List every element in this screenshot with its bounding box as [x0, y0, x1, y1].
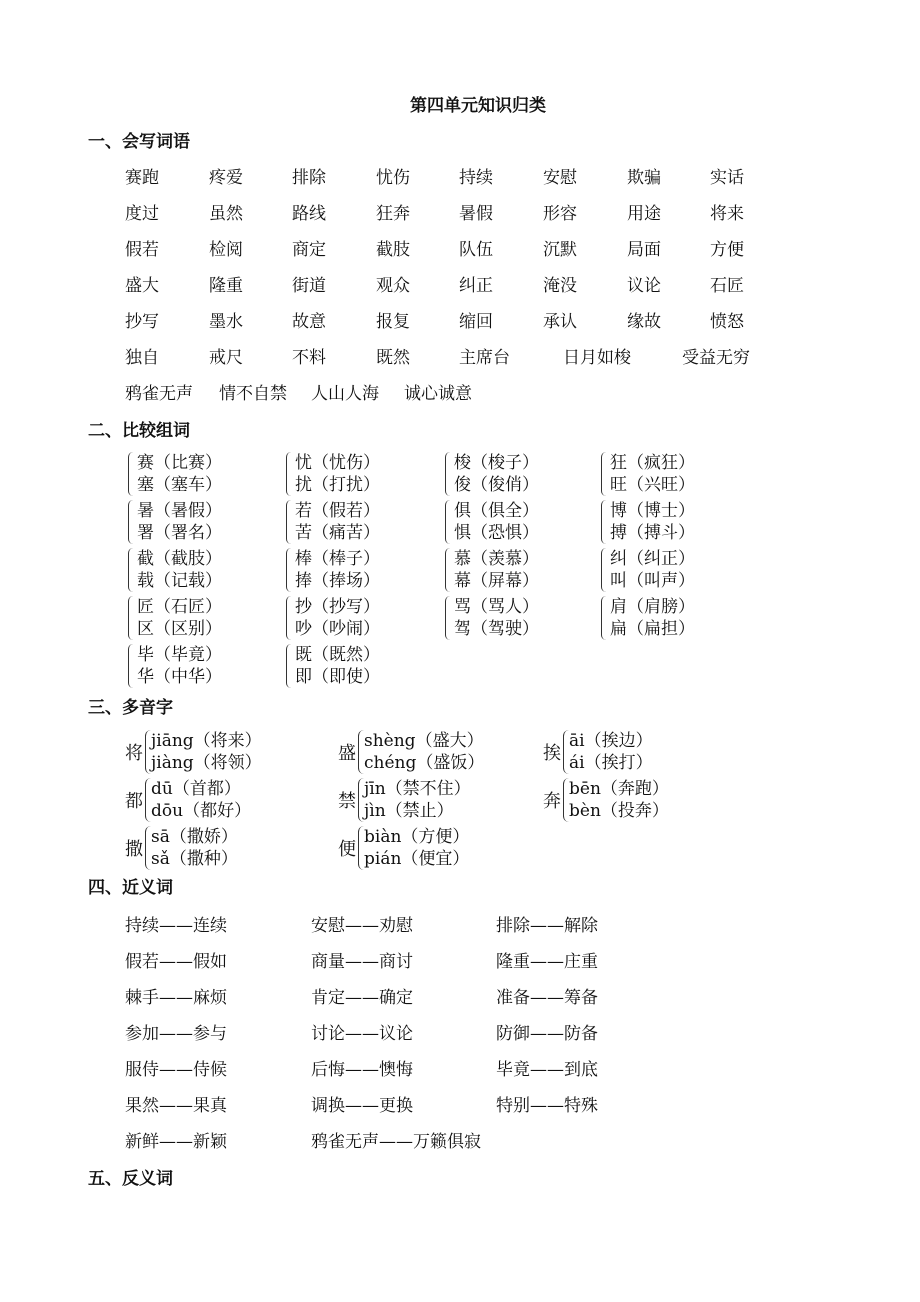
compare-item: 俊（俊俏） [454, 475, 539, 495]
polyphone-char: 都 [125, 791, 143, 812]
compare-item: 纠（纠正） [610, 549, 695, 569]
synonym-pair: 服侍——侍候 [125, 1060, 227, 1080]
vocab-word: 方便 [710, 240, 744, 260]
vocab-word: 检阅 [209, 240, 243, 260]
compare-item: 棒（棒子） [295, 549, 380, 569]
vocab-word: 缩回 [459, 312, 493, 332]
synonym-pair: 果然——果真 [125, 1096, 227, 1116]
compare-item: 驾（驾驶） [454, 619, 539, 639]
vocab-word: 局面 [627, 240, 661, 260]
vocab-word: 人山人海 [311, 384, 379, 404]
polyphone-reading: āi（挨边） [569, 731, 653, 751]
page-title: 第四单元知识归类 [410, 96, 546, 116]
vocab-word: 受益无穷 [682, 348, 750, 368]
compare-item: 惧（恐惧） [454, 523, 539, 543]
vocab-word: 主席台 [459, 348, 510, 368]
synonym-pair: 肯定——确定 [311, 988, 413, 1008]
compare-pair [128, 548, 222, 592]
compare-item: 既（既然） [295, 645, 380, 665]
compare-pair [286, 596, 380, 640]
compare-item: 若（假若） [295, 501, 380, 521]
vocab-word: 淹没 [543, 276, 577, 296]
polyphone-reading: biàn（方便） [364, 827, 470, 847]
polyphone-char: 便 [338, 839, 356, 860]
synonym-pair: 鸦雀无声——万籁俱寂 [311, 1132, 481, 1152]
vocab-word: 度过 [125, 204, 159, 224]
vocab-word: 假若 [125, 240, 159, 260]
polyphone-reading: jīn（禁不住） [364, 779, 471, 799]
vocab-word: 观众 [376, 276, 410, 296]
compare-pair [445, 548, 539, 592]
polyphone-reading: bēn（奔跑） [569, 779, 669, 799]
compare-item: 抄（抄写） [295, 597, 380, 617]
polyphone-readings [358, 778, 471, 822]
polyphone-reading: sǎ（撒种） [151, 849, 238, 869]
polyphone-reading: dū（首都） [151, 779, 241, 799]
polyphone-readings [145, 730, 262, 774]
synonym-pair: 防御——防备 [496, 1024, 598, 1044]
compare-pair [128, 596, 222, 640]
vocab-word: 欺骗 [627, 168, 661, 188]
polyphone-readings [145, 826, 238, 870]
vocab-word: 墨水 [209, 312, 243, 332]
vocab-word: 日月如梭 [563, 348, 631, 368]
section-heading-polyphones: 三、多音字 [88, 698, 173, 718]
synonym-pair: 安慰——劝慰 [311, 916, 413, 936]
compare-pair [286, 452, 380, 496]
synonym-pair: 棘手——麻烦 [125, 988, 227, 1008]
synonym-pair: 参加——参与 [125, 1024, 227, 1044]
synonym-pair: 新鲜——新颖 [125, 1132, 227, 1152]
vocab-word: 承认 [543, 312, 577, 332]
polyphone-readings [358, 730, 484, 774]
vocab-word: 截肢 [376, 240, 410, 260]
polyphone-readings [145, 778, 251, 822]
vocab-word: 街道 [292, 276, 326, 296]
compare-pair [286, 548, 380, 592]
vocab-word: 愤怒 [710, 312, 744, 332]
compare-pair [445, 452, 539, 496]
polyphone-reading: shèng（盛大） [364, 731, 484, 751]
vocab-word: 鸦雀无声 [125, 384, 193, 404]
compare-item: 区（区别） [137, 619, 222, 639]
vocab-word: 石匠 [710, 276, 744, 296]
synonym-pair: 持续——连续 [125, 916, 227, 936]
vocab-word: 议论 [627, 276, 661, 296]
compare-pair [445, 500, 539, 544]
compare-item: 骂（骂人） [454, 597, 539, 617]
synonym-pair: 特别——特殊 [496, 1096, 598, 1116]
polyphone-entry [125, 826, 238, 870]
compare-pair [128, 644, 222, 688]
compare-pair [445, 596, 539, 640]
vocab-word: 狂奔 [376, 204, 410, 224]
compare-pair [128, 500, 222, 544]
vocab-word: 疼爱 [209, 168, 243, 188]
vocab-word: 将来 [710, 204, 744, 224]
polyphone-readings [358, 826, 469, 870]
compare-pair [286, 644, 380, 688]
compare-item: 扰（打扰） [295, 475, 380, 495]
polyphone-reading: chéng（盛饭） [364, 753, 485, 773]
compare-pair [128, 452, 222, 496]
polyphone-entry [338, 778, 471, 822]
vocab-word: 路线 [292, 204, 326, 224]
polyphone-reading: jìn（禁止） [364, 801, 454, 821]
polyphone-readings [563, 778, 669, 822]
compare-item: 载（记载） [137, 571, 222, 591]
polyphone-char: 禁 [338, 791, 356, 812]
synonym-pair: 毕竟——到底 [496, 1060, 598, 1080]
compare-pair [601, 548, 695, 592]
compare-pair [286, 500, 380, 544]
vocab-word: 独自 [125, 348, 159, 368]
vocab-word: 形容 [543, 204, 577, 224]
vocab-word: 队伍 [459, 240, 493, 260]
synonym-pair: 排除——解除 [496, 916, 598, 936]
compare-item: 狂（疯狂） [610, 453, 695, 473]
vocab-word: 戒尺 [209, 348, 243, 368]
compare-item: 截（截肢） [137, 549, 222, 569]
compare-item: 匠（石匠） [137, 597, 222, 617]
polyphone-entry [543, 778, 669, 822]
vocab-word: 隆重 [209, 276, 243, 296]
vocab-word: 不料 [292, 348, 326, 368]
section-heading-compare-words: 二、比较组词 [88, 421, 190, 441]
compare-item: 扁（扁担） [610, 619, 695, 639]
vocab-word: 纠正 [459, 276, 493, 296]
compare-item: 华（中华） [137, 667, 222, 687]
compare-item: 吵（吵闹） [295, 619, 380, 639]
compare-item: 暑（暑假） [137, 501, 222, 521]
polyphone-char: 盛 [338, 743, 356, 764]
synonym-pair: 隆重——庄重 [496, 952, 598, 972]
vocab-word: 商定 [292, 240, 326, 260]
vocab-word: 赛跑 [125, 168, 159, 188]
compare-item: 旺（兴旺） [610, 475, 695, 495]
vocab-word: 报复 [376, 312, 410, 332]
synonym-pair: 商量——商讨 [311, 952, 413, 972]
compare-item: 博（博士） [610, 501, 695, 521]
vocab-word: 缘故 [627, 312, 661, 332]
compare-item: 肩（肩膀） [610, 597, 695, 617]
polyphone-reading: sā（撒娇） [151, 827, 238, 847]
compare-item: 幕（屏幕） [454, 571, 539, 591]
compare-item: 叫（叫声） [610, 571, 695, 591]
vocab-word: 既然 [376, 348, 410, 368]
compare-item: 捧（捧场） [295, 571, 380, 591]
compare-item: 赛（比赛） [137, 453, 222, 473]
polyphone-reading: ái（挨打） [569, 753, 653, 773]
compare-item: 塞（塞车） [137, 475, 222, 495]
polyphone-char: 将 [125, 743, 143, 764]
section-heading-synonyms: 四、近义词 [88, 878, 173, 898]
vocab-word: 情不自禁 [219, 384, 287, 404]
compare-item: 俱（俱全） [454, 501, 539, 521]
vocab-word: 用途 [627, 204, 661, 224]
polyphone-reading: dōu（都好） [151, 801, 252, 821]
polyphone-entry [338, 730, 484, 774]
synonym-pair: 后悔——懊悔 [311, 1060, 413, 1080]
compare-item: 忧（忧伤） [295, 453, 380, 473]
vocab-word: 诚心诚意 [404, 384, 472, 404]
compare-item: 搏（搏斗） [610, 523, 695, 543]
vocab-word: 暑假 [459, 204, 493, 224]
section-heading-write-words: 一、会写词语 [88, 132, 190, 152]
compare-pair [601, 500, 695, 544]
polyphone-reading: jiàng（将领） [151, 753, 262, 773]
compare-pair [601, 452, 695, 496]
compare-item: 慕（羡慕） [454, 549, 539, 569]
vocab-word: 虽然 [209, 204, 243, 224]
vocab-word: 持续 [459, 168, 493, 188]
synonym-pair: 假若——假如 [125, 952, 227, 972]
polyphone-char: 挨 [543, 743, 561, 764]
vocab-word: 排除 [292, 168, 326, 188]
polyphone-reading: jiāng（将来） [151, 731, 262, 751]
compare-item: 苦（痛苦） [295, 523, 380, 543]
compare-item: 署（署名） [137, 523, 222, 543]
polyphone-reading: bèn（投奔） [569, 801, 669, 821]
vocab-word: 安慰 [543, 168, 577, 188]
polyphone-entry [338, 826, 469, 870]
polyphone-char: 撒 [125, 839, 143, 860]
compare-item: 梭（梭子） [454, 453, 539, 473]
section-heading-antonyms: 五、反义词 [88, 1169, 173, 1189]
vocab-word: 盛大 [125, 276, 159, 296]
polyphone-reading: pián（便宜） [364, 849, 470, 869]
vocab-word: 沉默 [543, 240, 577, 260]
polyphone-entry [125, 778, 251, 822]
vocab-word: 故意 [292, 312, 326, 332]
polyphone-entry [543, 730, 653, 774]
vocab-word: 忧伤 [376, 168, 410, 188]
synonym-pair: 调换——更换 [311, 1096, 413, 1116]
polyphone-char: 奔 [543, 791, 561, 812]
polyphone-entry [125, 730, 262, 774]
vocab-word: 抄写 [125, 312, 159, 332]
synonym-pair: 准备——筹备 [496, 988, 598, 1008]
vocab-word: 实话 [710, 168, 744, 188]
polyphone-readings [563, 730, 653, 774]
synonym-pair: 讨论——议论 [311, 1024, 413, 1044]
compare-item: 毕（毕竟） [137, 645, 222, 665]
compare-pair [601, 596, 695, 640]
compare-item: 即（即使） [295, 667, 380, 687]
